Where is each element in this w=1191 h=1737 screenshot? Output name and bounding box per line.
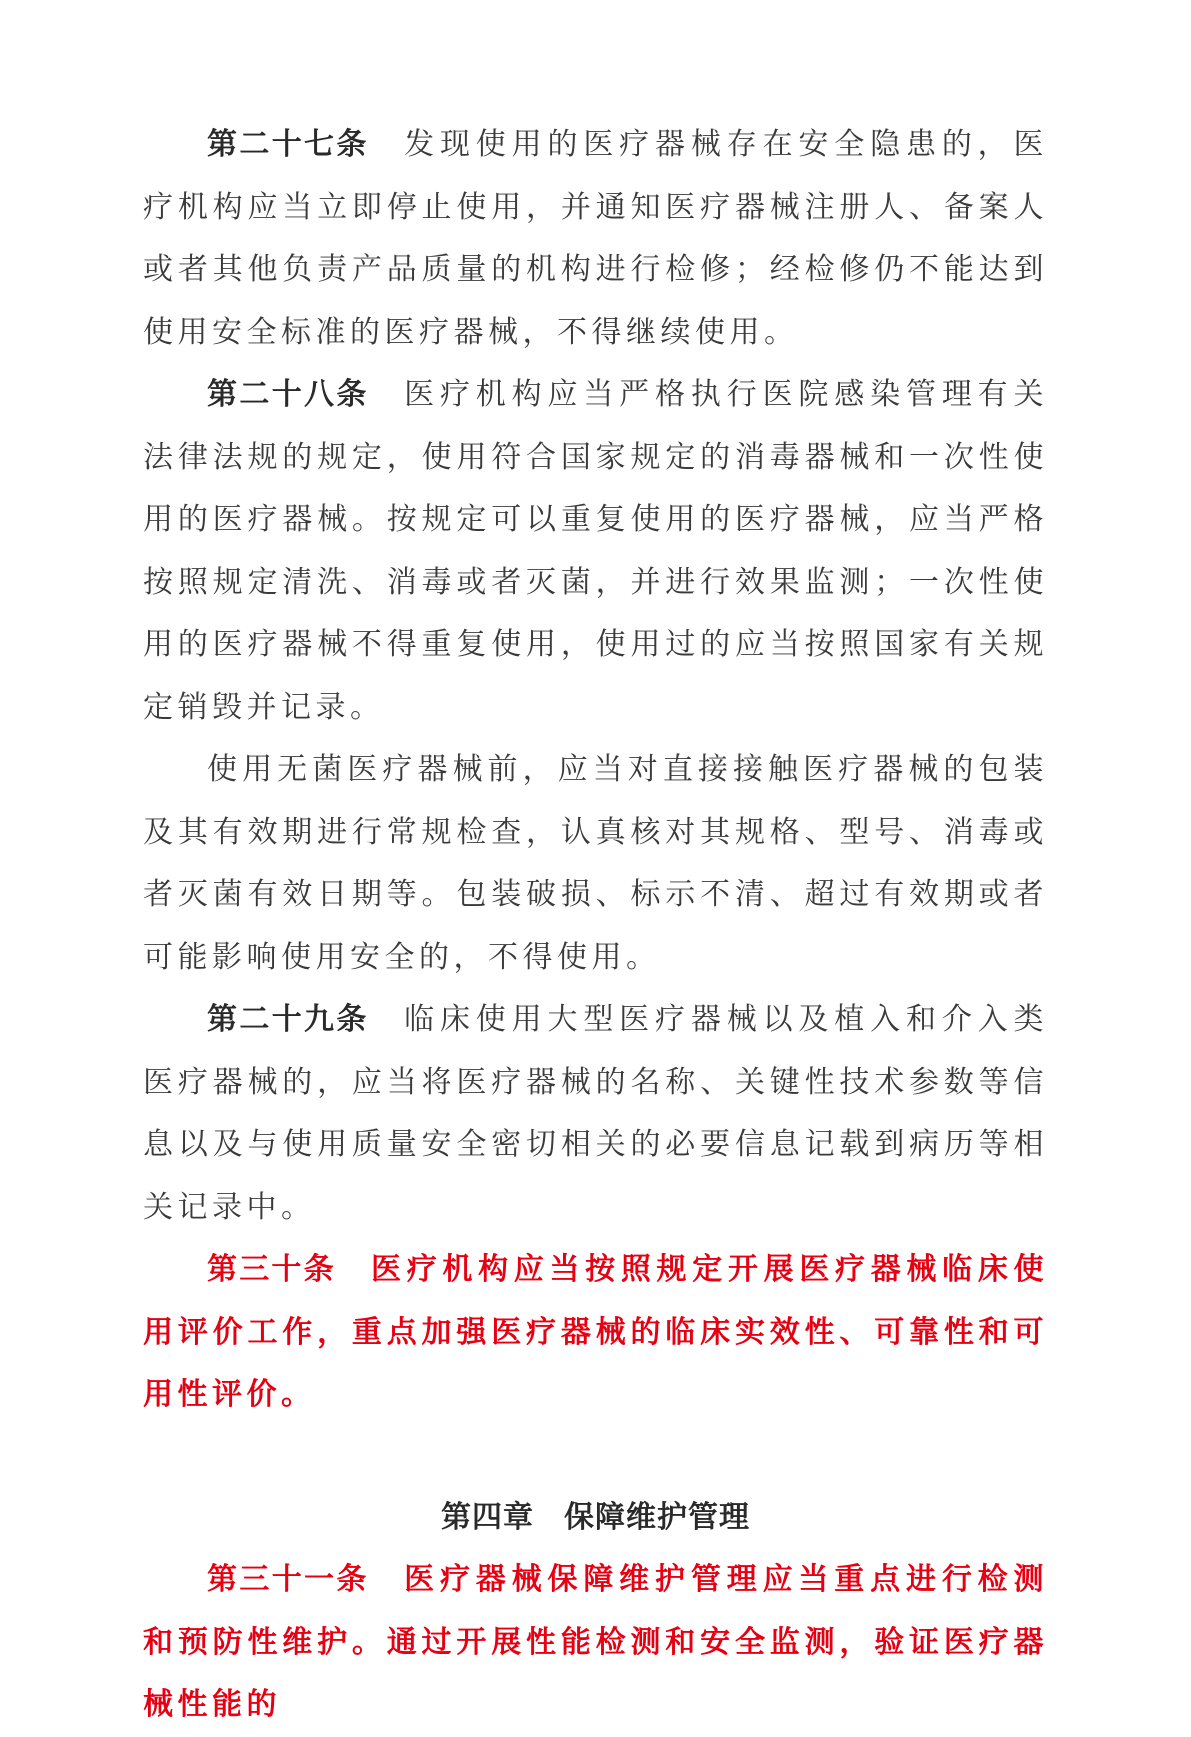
article-text: 使用无菌医疗器械前，应当对直接接触医疗器械的包装及其有效期进行常规检查，认真核对其规格、型号、消毒或者灭菌有效日期等。包装破损、标示不清、超过有效期或者可能影响使用安全的，不得使用。 xyxy=(143,752,1048,975)
article-number: 第二十七条 xyxy=(207,127,369,162)
article-number: 第三十一条 xyxy=(207,1562,369,1597)
article-text: 临床使用大型医疗器械以及植入和介入类医疗器械的，应当将医疗器械的名称、关键性技术参数等信息以及与使用质量安全密切相关的必要信息记载到病历等相关记录中。 xyxy=(143,1002,1049,1225)
article-text: 医疗机构应当按照规定开展医疗器械临床使用评价工作，重点加强医疗器械的临床实效性、可靠性和可用性评价。 xyxy=(143,1252,1049,1412)
article-text: 医疗机构应当严格执行医院感染管理有关法律法规的规定，使用符合国家规定的消毒器械和一次性使用的医疗器械。按规定可以重复使用的医疗器械，应当严格按照规定清洗、消毒或者灭菌，并进行效果监测；一次性使用的医疗器械不得重复使用，使用过的应当按照国家有关规定销毁并记录。 xyxy=(143,377,1049,725)
article-text: 医疗器械保障维护管理应当重点进行检测和预防性维护。通过开展性能检测和安全监测，验证医疗器械性能的 xyxy=(143,1562,1049,1722)
article-27 xyxy=(143,114,1048,364)
chapter-number: 第四章 xyxy=(441,1499,534,1535)
article-30 xyxy=(143,1239,1048,1427)
article-31 xyxy=(143,1549,1048,1737)
article-text: 发现使用的医疗器械存在安全隐患的，医疗机构应当立即停止使用，并通知医疗器械注册人、备案人或者其他负责产品质量的机构进行检修；经检修仍不能达到使用安全标准的医疗器械，不得继续使用。 xyxy=(143,127,1049,350)
article-28 xyxy=(143,364,1048,739)
chapter-heading xyxy=(143,1487,1048,1550)
article-28-paragraph-2 xyxy=(143,739,1048,989)
article-29 xyxy=(143,989,1048,1239)
article-number: 第二十九条 xyxy=(207,1002,369,1037)
chapter-title: 保障维护管理 xyxy=(564,1499,750,1535)
article-number: 第三十条 xyxy=(207,1252,336,1287)
article-number: 第二十八条 xyxy=(207,377,369,412)
